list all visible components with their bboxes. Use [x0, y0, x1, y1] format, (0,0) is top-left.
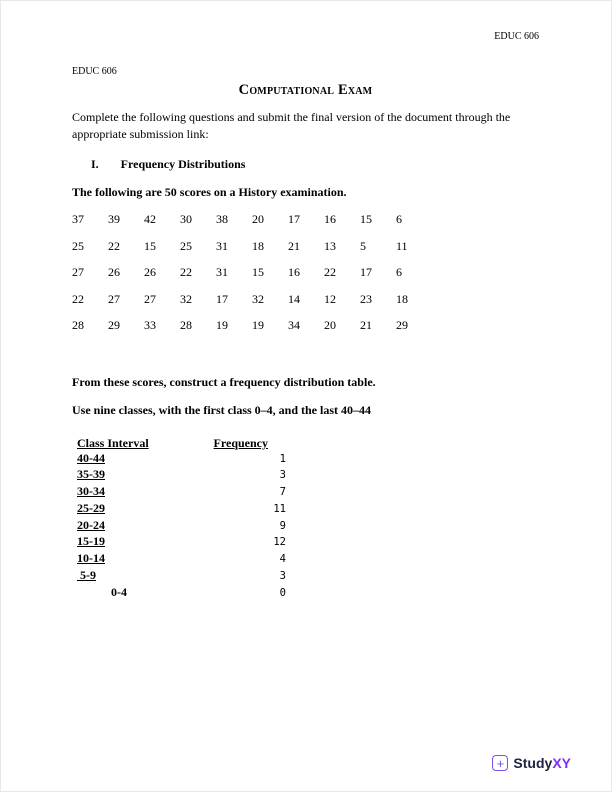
- score-cell: 27: [144, 291, 156, 306]
- score-cell: 11: [396, 238, 408, 253]
- table-row: [77, 467, 286, 484]
- score-cell: 34: [288, 318, 300, 332]
- frequency-value: 3: [279, 469, 286, 482]
- score-cell: 26: [108, 265, 120, 279]
- score-cell: 27: [108, 291, 120, 306]
- score-cell: 20: [324, 318, 336, 332]
- score-cell: 32: [252, 291, 264, 306]
- logo-text: [513, 755, 571, 771]
- score-cell: 15: [360, 212, 372, 226]
- score-cell: 17: [288, 212, 300, 226]
- instruction-nine-classes: Use nine classes, with the first class 0–4, and the last 40–44: [72, 402, 371, 417]
- score-cell: 6: [396, 212, 402, 226]
- frequency-value: 11: [273, 502, 286, 515]
- scores-grid: [72, 212, 539, 345]
- score-cell: 6: [396, 265, 402, 279]
- frequency-value: 9: [279, 519, 286, 532]
- score-cell: 29: [108, 318, 120, 332]
- score-cell: 22: [180, 265, 192, 279]
- frequency-value: 1: [279, 452, 286, 465]
- class-interval: 35-39: [77, 467, 105, 482]
- frequency-header: Frequency: [213, 435, 268, 450]
- score-cell: 27: [72, 265, 84, 279]
- score-cell: 39: [108, 212, 120, 226]
- studyxy-logo: [492, 755, 571, 771]
- section-title: Frequency Distributions: [120, 157, 246, 171]
- frequency-table: [77, 436, 286, 602]
- table-row: [77, 484, 286, 501]
- course-label: EDUC 606: [72, 66, 117, 77]
- score-cell: 19: [252, 318, 264, 332]
- section-number: I.: [91, 157, 99, 171]
- score-cell: 22: [324, 265, 336, 279]
- score-cell: 17: [216, 291, 228, 306]
- frequency-table-header: [77, 436, 286, 451]
- score-cell: 28: [180, 318, 192, 332]
- logo-text-study: Study: [513, 755, 553, 771]
- frequency-value: 12: [273, 536, 286, 549]
- page-content: [1, 1, 611, 602]
- score-cell: 32: [180, 291, 192, 306]
- score-cell: 21: [288, 238, 300, 253]
- score-cell: 25: [180, 238, 192, 253]
- score-cell: 13: [324, 238, 336, 253]
- score-cell: 15: [252, 265, 264, 279]
- instruction-construct-table: From these scores, construct a frequency distribution table.: [72, 374, 376, 389]
- frequency-value: 0: [279, 586, 286, 599]
- score-cell: 18: [396, 291, 408, 306]
- score-cell: 33: [144, 318, 156, 332]
- class-interval: 40-44: [77, 450, 105, 465]
- page-header-course-code: EDUC 606: [494, 31, 539, 42]
- frequency-value: 4: [279, 553, 286, 566]
- score-cell: 31: [216, 238, 228, 253]
- score-cell: 15: [144, 238, 156, 253]
- table-row: [77, 501, 286, 518]
- intro-paragraph: Complete the following questions and submit the final version of the document through the appropriate submission link:: [72, 110, 511, 141]
- score-cell: 31: [216, 265, 228, 279]
- class-interval: 30-34: [77, 484, 105, 499]
- table-row: [77, 534, 286, 551]
- frequency-value: 3: [279, 570, 286, 583]
- score-cell: 42: [144, 212, 156, 226]
- score-cell: 5: [360, 238, 366, 253]
- section-heading: [72, 157, 539, 172]
- score-cell: 23: [360, 291, 372, 306]
- class-interval: 0-4: [111, 584, 127, 599]
- class-interval: 25-29: [77, 500, 105, 515]
- class-interval: 10-14: [77, 551, 105, 566]
- score-cell: 12: [324, 291, 336, 306]
- score-cell: 38: [216, 212, 228, 226]
- plus-icon: +: [492, 755, 508, 771]
- table-row: [77, 551, 286, 568]
- table-row: [77, 585, 286, 602]
- score-cell: 18: [252, 238, 264, 253]
- table-row: [77, 451, 286, 468]
- score-cell: 30: [180, 212, 192, 226]
- score-cell: 19: [216, 318, 228, 332]
- class-interval: 15-19: [77, 534, 105, 549]
- score-cell: 16: [288, 265, 300, 279]
- score-cell: 25: [72, 238, 84, 253]
- class-interval: 5-9: [77, 568, 96, 583]
- table-row: [77, 518, 286, 535]
- scores-intro: The following are 50 scores on a History examination.: [72, 185, 347, 199]
- frequency-value: 7: [279, 486, 286, 499]
- score-cell: 29: [396, 318, 408, 332]
- class-interval: 20-24: [77, 517, 105, 532]
- score-cell: 37: [72, 212, 84, 226]
- class-interval-header: Class Interval: [77, 435, 149, 450]
- score-cell: 22: [108, 238, 120, 253]
- score-cell: 22: [72, 291, 84, 306]
- score-cell: 14: [288, 291, 300, 306]
- score-cell: 21: [360, 318, 372, 332]
- score-cell: 26: [144, 265, 156, 279]
- logo-text-xy: XY: [552, 755, 571, 771]
- document-title: Computational Exam: [238, 82, 373, 98]
- table-row: [77, 568, 286, 585]
- score-cell: 28: [72, 318, 84, 332]
- score-cell: 17: [360, 265, 372, 279]
- score-cell: 16: [324, 212, 336, 226]
- score-cell: 20: [252, 212, 264, 226]
